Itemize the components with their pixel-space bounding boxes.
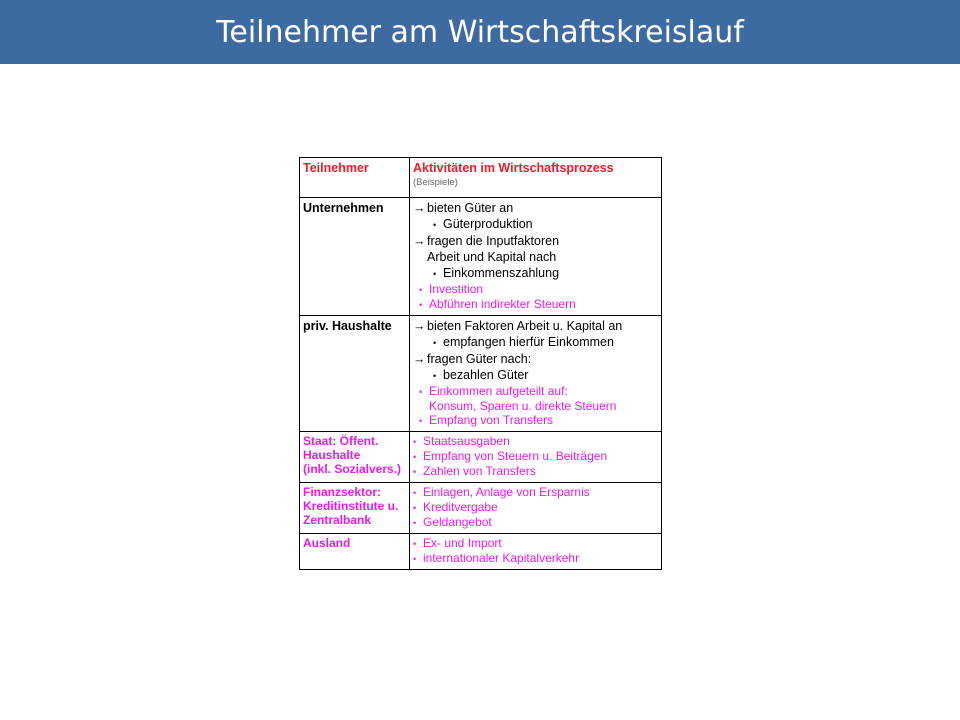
bullet-icon: • — [433, 269, 437, 279]
header-activities — [410, 158, 662, 198]
bullet-icon: • — [413, 503, 417, 513]
title-bar — [0, 0, 960, 64]
participant-unternehmen: Unternehmen — [300, 198, 410, 316]
bullet-icon: • — [433, 220, 437, 230]
activities-finanzsektor: • Einlagen, Anlage von Ersparnis • Kreditvergabe • Geldangebot — [410, 483, 662, 534]
participant-haushalte: priv. Haushalte — [300, 316, 410, 432]
bullet-icon: • — [413, 539, 417, 549]
table-row-staat — [300, 432, 662, 483]
table-header-row — [300, 158, 662, 198]
bullet-icon: • — [413, 518, 417, 528]
page-title: Teilnehmer am Wirtschaftskreislauf — [216, 14, 744, 50]
participant-ausland: Ausland — [300, 534, 410, 570]
bullet-icon: • — [433, 338, 437, 348]
bullet-icon: • — [413, 437, 417, 447]
bullet-icon: • — [413, 488, 417, 498]
table-row-ausland — [300, 534, 662, 570]
activities-unternehmen: → bieten Güter an • Güterproduktion → fragen die Inputfaktoren Arbeit und Kapital nach • Einkommenszahlung • Investition • Abführen indirekter Steuern — [410, 198, 662, 316]
arrow-icon: → — [413, 352, 426, 366]
header-activities-sub: (Beispiele) — [413, 177, 458, 188]
bullet-icon: • — [419, 387, 423, 397]
bullet-icon: • — [413, 467, 417, 477]
bullet-icon: • — [413, 452, 417, 462]
header-participants: Teilnehmer — [300, 158, 410, 198]
bullet-icon: • — [419, 285, 423, 295]
table-row-haushalte — [300, 316, 662, 432]
participant-staat: Staat: Öffent. Haushalte (inkl. Sozialvers.) — [300, 432, 410, 483]
arrow-icon: → — [413, 234, 426, 248]
bullet-icon: • — [413, 554, 417, 564]
bullet-icon: • — [419, 300, 423, 310]
table-row-unternehmen — [300, 198, 662, 316]
participants-table — [299, 157, 662, 570]
participant-finanzsektor: Finanzsektor: Kreditinstitute u. Zentralbank — [300, 483, 410, 534]
arrow-icon: → — [413, 201, 426, 215]
activities-staat: • Staatsausgaben • Empfang von Steuern u. Beiträgen • Zahlen von Transfers — [410, 432, 662, 483]
activities-ausland: • Ex- und Import • internationaler Kapitalverkehr — [410, 534, 662, 570]
bullet-icon: • — [419, 416, 423, 426]
bullet-icon: • — [433, 371, 437, 381]
arrow-icon: → — [413, 319, 426, 333]
table-row-finanzsektor — [300, 483, 662, 534]
activities-haushalte: → bieten Faktoren Arbeit u. Kapital an • empfangen hierfür Einkommen → fragen Güter nach: • bezahlen Güter • Einkommen aufgeteilt auf: Konsum, Sparen u. direkte Steuern • Empfang von Transfers — [410, 316, 662, 432]
header-activities-label: Aktivitäten im Wirtschaftsprozess — [413, 161, 614, 175]
